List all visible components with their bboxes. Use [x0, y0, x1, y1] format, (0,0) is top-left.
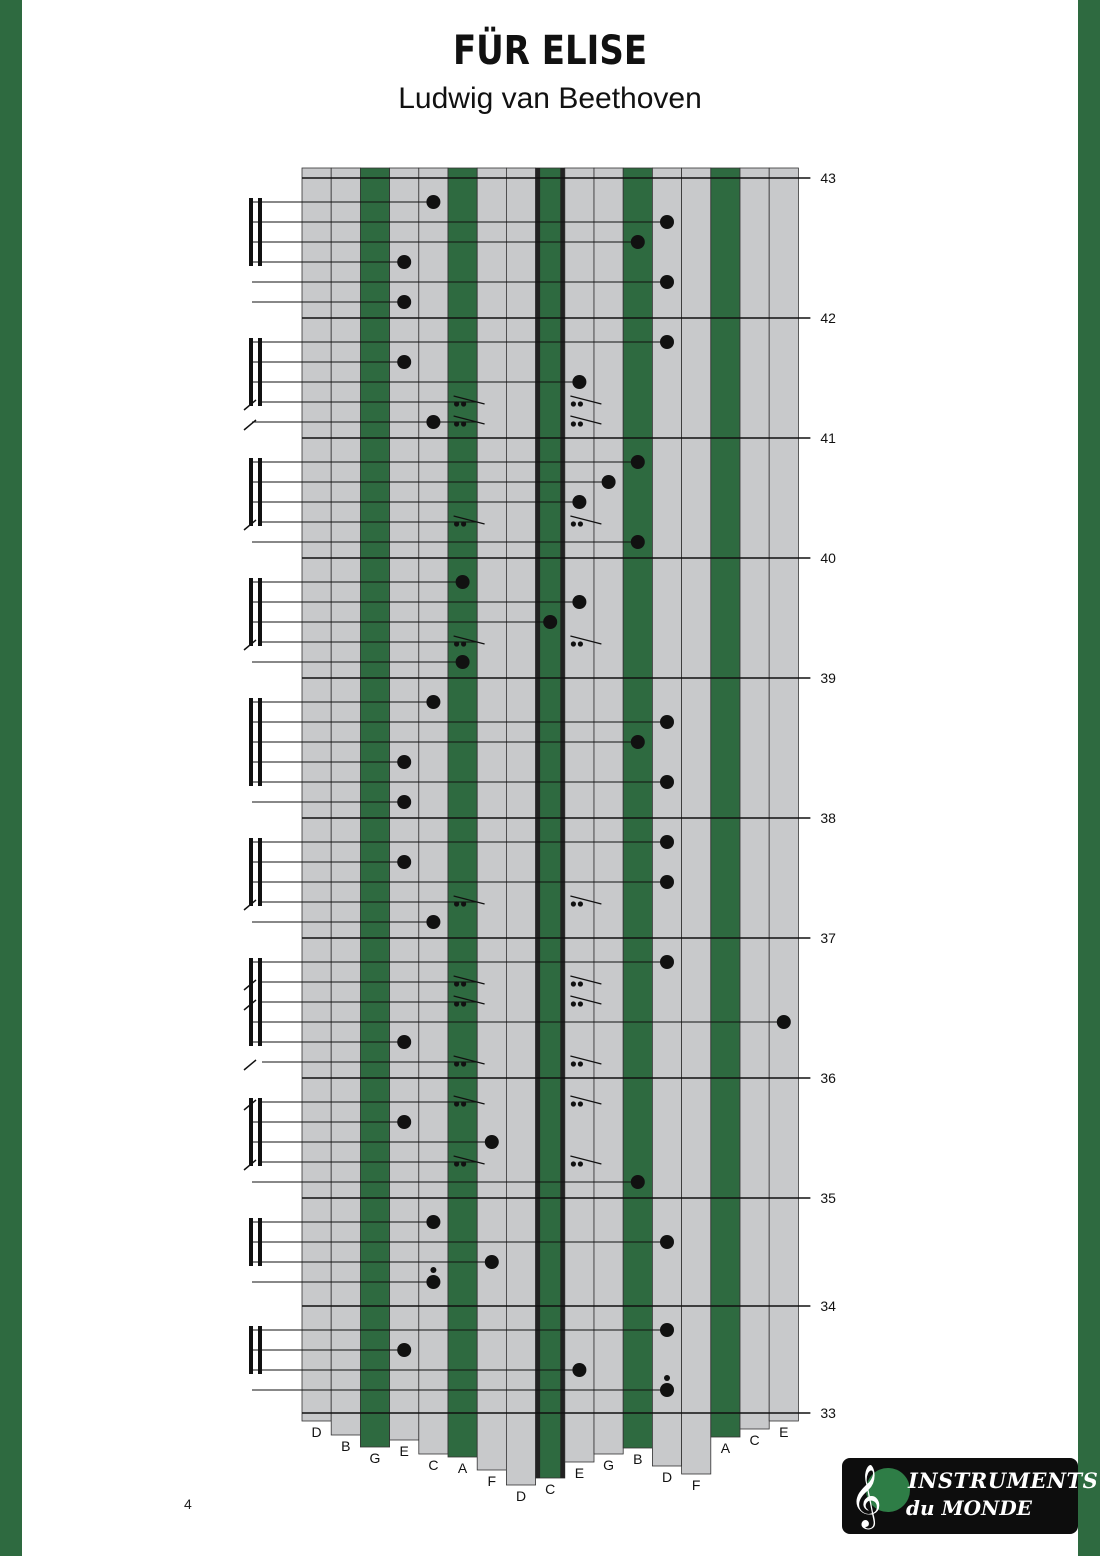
note-dot: [631, 735, 645, 749]
tine-note-label: E: [574, 1465, 585, 1481]
measure-number: 36: [820, 1070, 836, 1086]
beam: [249, 578, 253, 646]
tine-note-label: E: [779, 1424, 789, 1440]
rest-dot: [461, 521, 466, 526]
tine-note-label: G: [369, 1450, 381, 1466]
rest-dot: [461, 1001, 466, 1006]
measure-number: 42: [820, 310, 836, 326]
beam: [258, 838, 262, 906]
rest-dot: [571, 981, 576, 986]
rest-dot: [578, 1001, 583, 1006]
rest-dot: [571, 901, 576, 906]
rest-dot: [454, 1001, 459, 1006]
note-dot: [426, 1215, 440, 1229]
note-dot: [572, 375, 586, 389]
note-dot: [456, 655, 470, 669]
note-dot: [426, 195, 440, 209]
note-dot: [397, 855, 411, 869]
rest-dot: [454, 1101, 459, 1106]
measure-number: 35: [820, 1190, 836, 1206]
note-dot: [777, 1015, 791, 1029]
beam: [249, 338, 253, 406]
tine: [419, 168, 448, 1454]
rest-dot: [571, 641, 576, 646]
measure-number: 38: [820, 810, 836, 826]
beam: [249, 198, 253, 266]
tine: [652, 168, 681, 1466]
rest-dot: [578, 1161, 583, 1166]
note-dot: [660, 1323, 674, 1337]
note-dot: [660, 1383, 674, 1397]
note-dot: [485, 1255, 499, 1269]
note-dot: [631, 455, 645, 469]
page-number: 4: [184, 1496, 192, 1512]
note-dot: [660, 955, 674, 969]
note-dot: [572, 1363, 586, 1377]
treble-clef-icon: 𝄞: [850, 1464, 882, 1527]
note-dot: [660, 715, 674, 729]
measure-number: 39: [820, 670, 836, 686]
note-dot: [631, 535, 645, 549]
tine-note-label: C: [428, 1457, 439, 1473]
rest-dot: [461, 901, 466, 906]
note-dot: [631, 235, 645, 249]
note-dot: [397, 795, 411, 809]
rest-dot: [578, 981, 583, 986]
beam: [258, 338, 262, 406]
tine-edge: [536, 168, 541, 1478]
note-dot: [397, 295, 411, 309]
tine: [623, 168, 652, 1448]
augmentation-dot: [664, 1375, 670, 1381]
rest-dot: [454, 641, 459, 646]
note-dot: [397, 1035, 411, 1049]
tine: [477, 168, 506, 1470]
rest-dot: [454, 421, 459, 426]
tine-note-label: A: [457, 1460, 468, 1476]
tine: [565, 168, 594, 1462]
rest-dot: [571, 1101, 576, 1106]
note-dot: [426, 915, 440, 929]
tine: [594, 168, 623, 1454]
note-dot: [572, 495, 586, 509]
rest-dot: [454, 521, 459, 526]
note-dot: [631, 1175, 645, 1189]
rest-dot: [578, 641, 583, 646]
rest-dot: [571, 1001, 576, 1006]
tine-note-label: C: [545, 1481, 556, 1497]
note-dot: [426, 1275, 440, 1289]
measure-number: 43: [820, 170, 836, 186]
tine-note-label: D: [515, 1488, 527, 1504]
rest-dot: [461, 401, 466, 406]
measure-number: 34: [820, 1298, 836, 1314]
rest-dot: [571, 1061, 576, 1066]
tine-note-label: E: [399, 1443, 409, 1459]
rest-dot: [461, 1061, 466, 1066]
tine-note-label: F: [487, 1473, 497, 1489]
tine-note-label: B: [633, 1451, 643, 1467]
measure-number: 40: [820, 550, 836, 566]
composer-name: Ludwig van Beethoven: [398, 82, 702, 115]
rest-dot: [578, 401, 583, 406]
rest-dot: [454, 1061, 459, 1066]
tine: [769, 168, 798, 1421]
rest-dot: [454, 401, 459, 406]
rest-dot: [578, 901, 583, 906]
tine: [740, 168, 769, 1429]
beam: [249, 838, 253, 906]
note-dot: [572, 595, 586, 609]
tine-note-label: C: [749, 1432, 760, 1448]
tine-note-label: G: [603, 1457, 615, 1473]
rest-dot: [571, 1161, 576, 1166]
song-title: FÜR ELISE: [452, 28, 648, 74]
tine-note-label: B: [341, 1438, 351, 1454]
rest-dot: [578, 1061, 583, 1066]
note-dot: [660, 775, 674, 789]
measure-number: 37: [820, 930, 836, 946]
note-dot: [660, 335, 674, 349]
rest-dot: [578, 1101, 583, 1106]
note-dot: [660, 275, 674, 289]
note-dot: [456, 575, 470, 589]
beam: [249, 1098, 253, 1166]
tine: [302, 168, 331, 1421]
note-dot: [426, 695, 440, 709]
tine-note-label: D: [661, 1469, 673, 1485]
tine-note-label: D: [311, 1424, 322, 1440]
augmentation-dot: [430, 1267, 436, 1273]
tine: [711, 168, 740, 1437]
rest-dot: [461, 1101, 466, 1106]
beam: [258, 578, 262, 646]
tine-edge: [560, 168, 565, 1478]
tine: [448, 168, 477, 1457]
rest-flag: [244, 1060, 256, 1070]
note-dot: [660, 215, 674, 229]
note-dot: [660, 1235, 674, 1249]
rest-dot: [461, 421, 466, 426]
rest-dot: [461, 981, 466, 986]
note-dot: [660, 875, 674, 889]
rest-flag: [244, 420, 256, 430]
note-dot: [397, 1343, 411, 1357]
measure-number: 33: [820, 1405, 836, 1421]
rest-dot: [454, 1161, 459, 1166]
note-dot: [602, 475, 616, 489]
rest-dot: [454, 901, 459, 906]
note-dot: [397, 355, 411, 369]
tine: [506, 168, 535, 1485]
rest-dot: [461, 641, 466, 646]
rest-dot: [461, 1161, 466, 1166]
beam: [249, 458, 253, 526]
note-dot: [397, 755, 411, 769]
rest-dot: [571, 421, 576, 426]
rest-dot: [571, 401, 576, 406]
rest-dot: [454, 981, 459, 986]
beam: [258, 958, 262, 1046]
note-dot: [543, 615, 557, 629]
rest-dot: [571, 521, 576, 526]
beam: [258, 198, 262, 266]
beam: [249, 958, 253, 1046]
brand-logo: [842, 1458, 1099, 1534]
logo-line-2: du MONDE: [906, 1496, 1032, 1520]
tine: [682, 168, 711, 1474]
tine: [360, 168, 389, 1447]
rest-dot: [578, 421, 583, 426]
tine-note-label: A: [720, 1440, 731, 1456]
logo-line-1: INSTRUMENTS: [908, 1468, 1099, 1493]
note-dot: [397, 1115, 411, 1129]
tine-note-label: F: [691, 1477, 701, 1493]
note-dot: [397, 255, 411, 269]
beam: [258, 1098, 262, 1166]
note-dot: [660, 835, 674, 849]
measure-number: 41: [820, 430, 836, 446]
beam: [258, 458, 262, 526]
note-dot: [485, 1135, 499, 1149]
rest-dot: [578, 521, 583, 526]
